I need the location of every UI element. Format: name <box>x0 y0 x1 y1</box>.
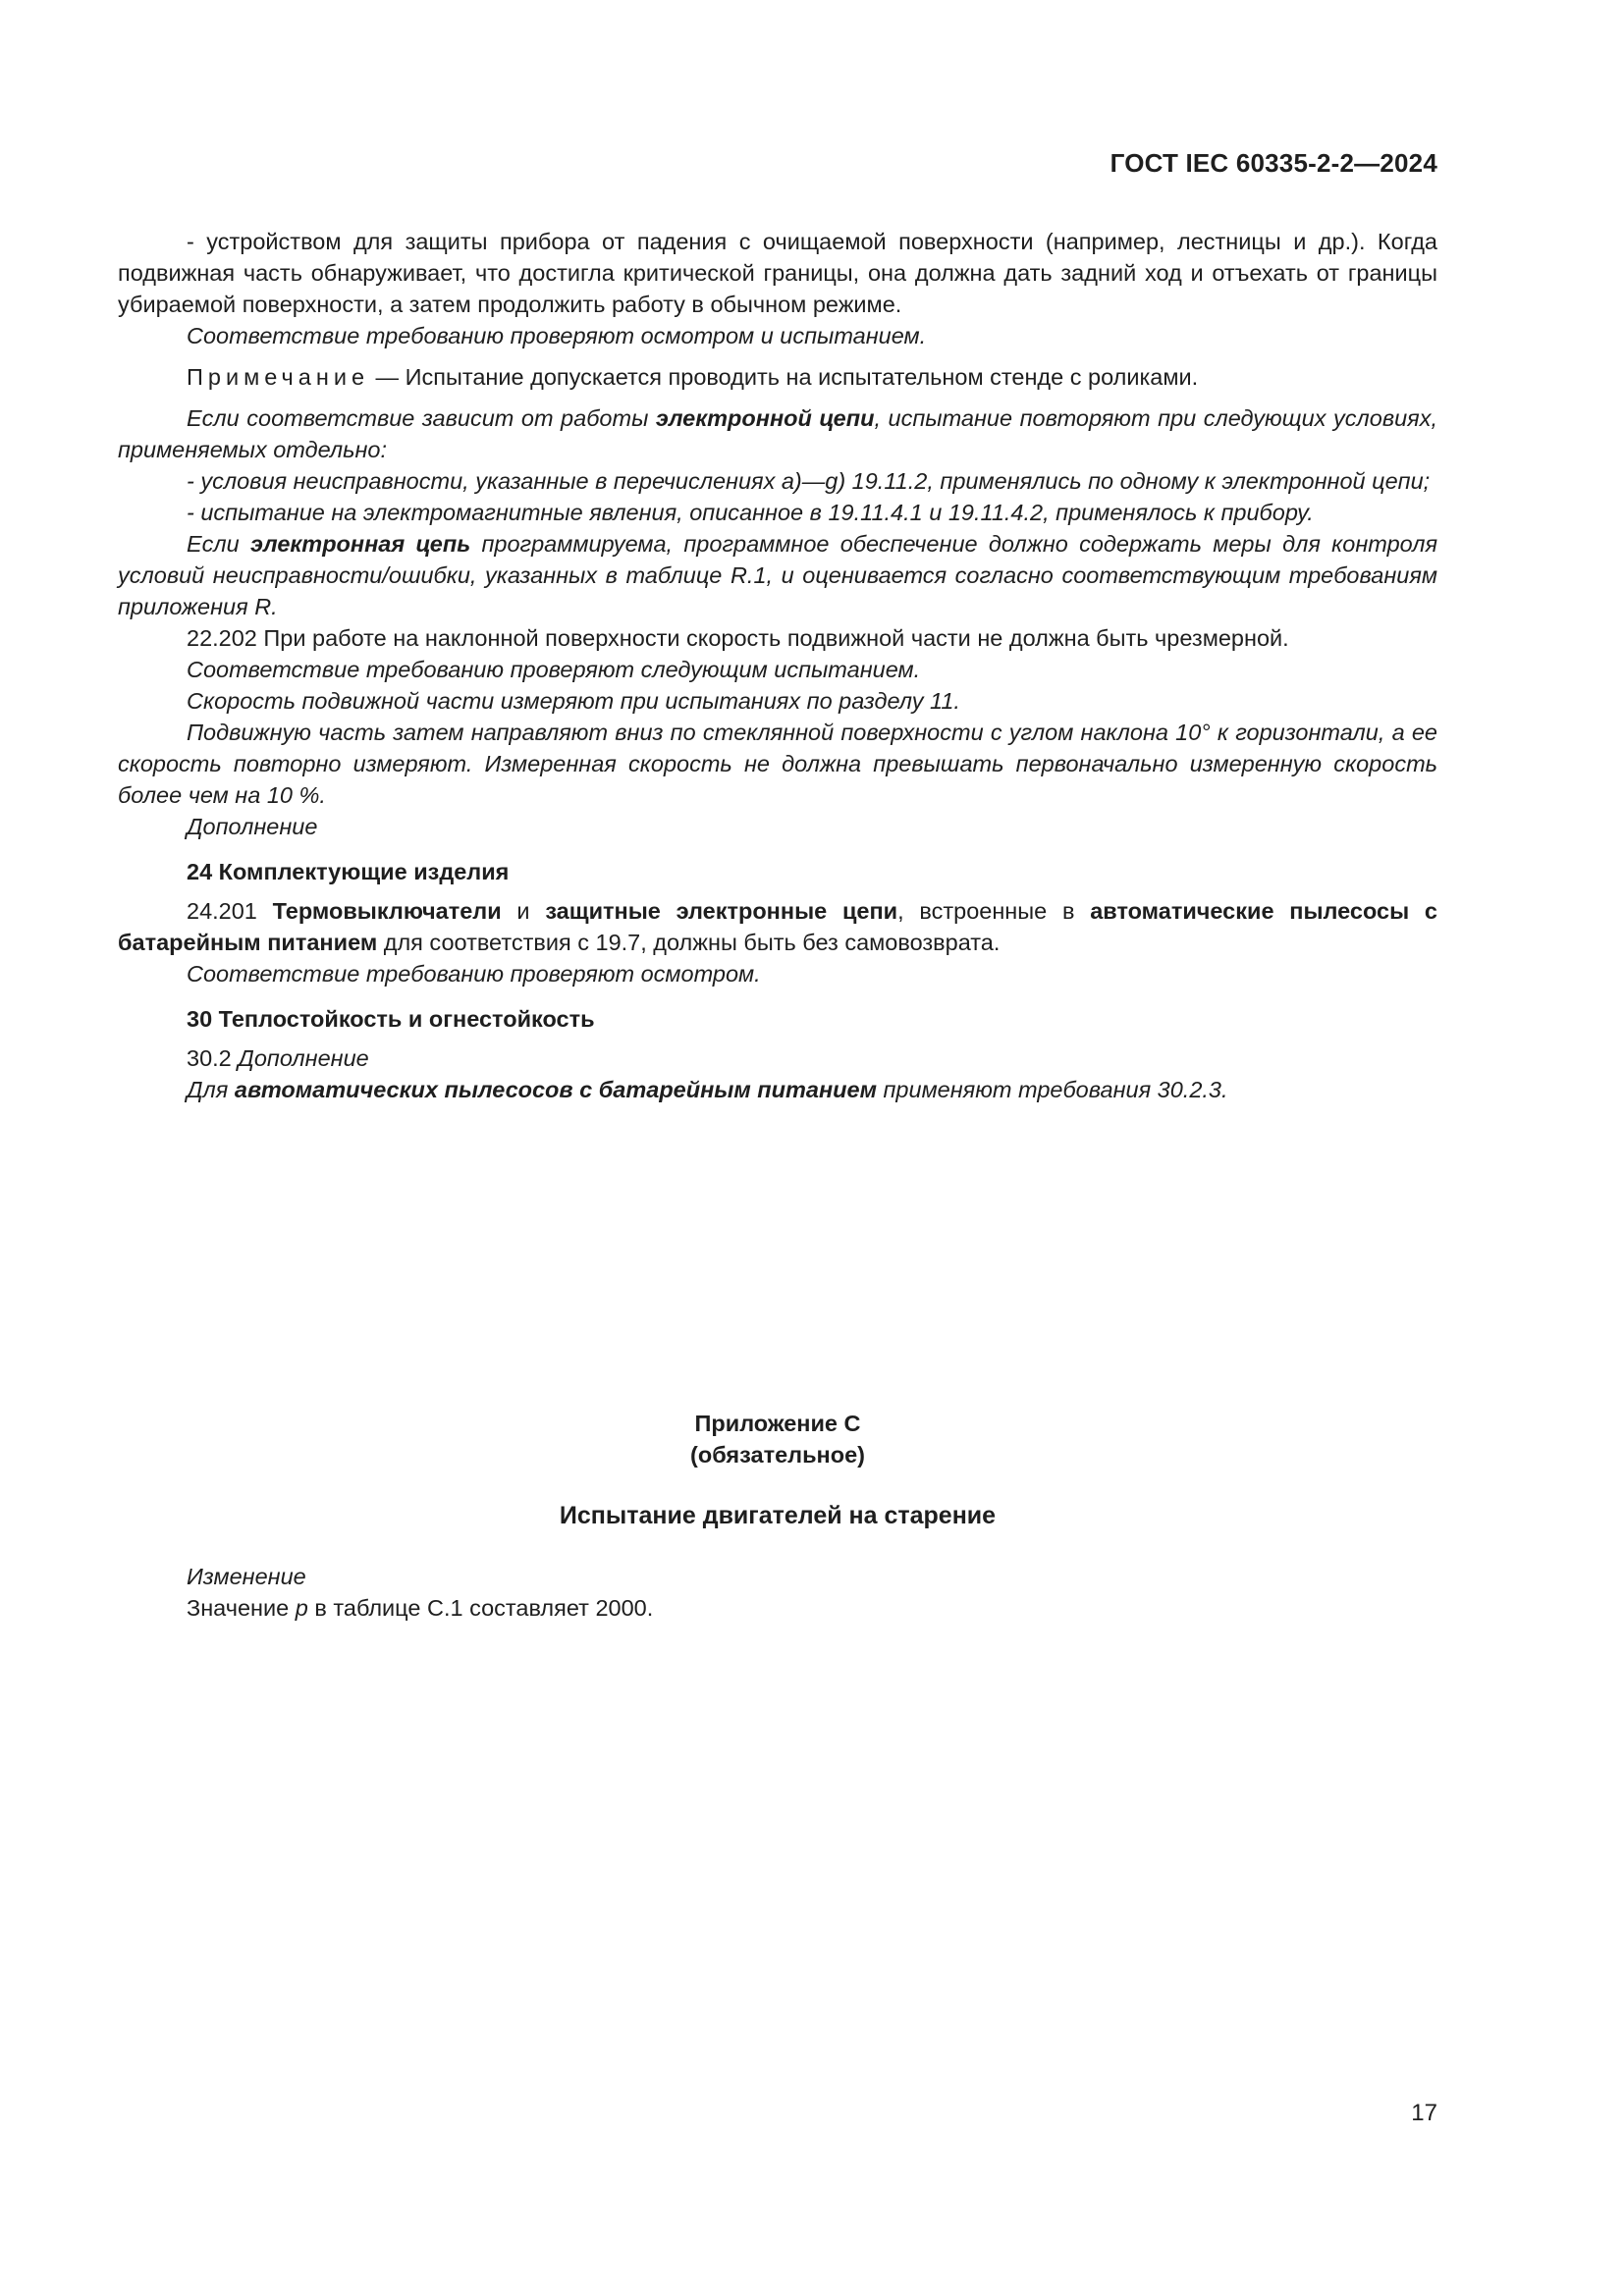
list-item: - испытание на электромагнитные явления, описанное в 19.11.4.1 и 19.11.4.2, применялось к прибору. <box>187 500 1314 525</box>
annex-type: (обязательное) <box>690 1442 865 1468</box>
text: Для <box>187 1077 235 1102</box>
clause-number: 24.201 <box>187 898 273 924</box>
spacer <box>118 393 1437 402</box>
term: защитные электронные цепи <box>545 898 898 924</box>
note-text: — Испытание допускается проводить на испытательном стенде с роликами. <box>369 364 1199 390</box>
text: для соответствия с 19.7, должны быть без самовозврата. <box>377 930 1001 955</box>
section-heading-24: 24 Комплектующие изделия <box>187 859 510 884</box>
text: и <box>501 898 546 924</box>
clause-number: 30.2 <box>187 1045 239 1071</box>
paragraph <box>118 528 1437 622</box>
annex-title: Приложение C <box>694 1411 861 1436</box>
spacer <box>118 1105 1437 1408</box>
text: , испытание повторяют при следующих условиях, применяемых отдельно: <box>118 405 1438 462</box>
spacer <box>118 1470 1437 1500</box>
text: Если <box>187 531 251 557</box>
section-heading-30: 30 Теплостойкость и огнестойкость <box>187 1006 595 1032</box>
term: автоматические пылесосы с батарейным питанием <box>118 898 1437 955</box>
paragraph: - устройством для защиты прибора от падения с очищаемой поверхности (например, лестницы и др.). Когда подвижная часть обнаруживает, что достигла критической границы, она должна дать задний ход и отъехать от границы убираемой поверхности, а затем продолжить работу в обычном режиме. <box>118 229 1437 317</box>
document-code: ГОСТ IEC 60335-2-2—2024 <box>1110 148 1437 178</box>
text: Дополнение <box>238 1045 369 1071</box>
paragraph: Изменение <box>187 1564 306 1589</box>
text: в таблице C.1 составляет 2000. <box>307 1595 654 1621</box>
term: электронная цепь <box>250 531 471 557</box>
paragraph: Подвижную часть затем направляют вниз по стеклянной поверхности с углом наклона 10° к горизонтали, а ее скорость повторно измеряют. Измеренная скорость не должна превышать первоначально измеренную скорость более чем на 10 %. <box>118 720 1437 808</box>
paragraph: Соответствие требованию проверяют осмотром и испытанием. <box>187 323 927 348</box>
paragraph: Соответствие требованию проверяют следующим испытанием. <box>187 657 921 682</box>
paragraph: Скорость подвижной части измеряют при испытаниях по разделу 11. <box>187 688 960 714</box>
paragraph: Соответствие требованию проверяют осмотром. <box>187 961 761 987</box>
paragraph <box>118 1592 1437 1624</box>
term: Термовыключатели <box>272 898 502 924</box>
variable: p <box>295 1595 308 1621</box>
paragraph <box>118 402 1437 465</box>
text: Значение <box>187 1595 296 1621</box>
note <box>118 361 1437 393</box>
spacer <box>118 351 1437 361</box>
text: программируема, программное обеспечение должно содержать меры для контроля условий неисправности/ошибки, указанных в таблице R.1, и оценивается согласно соответствующим требованиям приложения R. <box>118 531 1437 619</box>
clause <box>118 1042 1437 1074</box>
page-body <box>118 226 1437 1624</box>
paragraph <box>118 1074 1437 1105</box>
text: Если соответствие зависит от работы <box>187 405 656 431</box>
clause: 22.202 При работе на наклонной поверхности скорость подвижной части не должна быть чрезмерной. <box>187 625 1289 651</box>
spacer <box>118 1531 1437 1561</box>
annex-heading: Испытание двигателей на старение <box>559 1502 997 1529</box>
page-number: 17 <box>1411 2100 1437 2126</box>
term: автоматических пылесосов с батарейным питанием <box>234 1077 877 1102</box>
term: электронной цепи <box>655 405 875 431</box>
note-label: Примечание <box>187 364 370 390</box>
paragraph: Дополнение <box>187 814 318 839</box>
text: , встроенные в <box>897 898 1091 924</box>
clause <box>118 895 1437 958</box>
text: применяют требования 30.2.3. <box>876 1077 1228 1102</box>
list-item: - условия неисправности, указанные в перечислениях a)—g) 19.11.2, применялись по одному к электронной цепи; <box>187 468 1431 494</box>
